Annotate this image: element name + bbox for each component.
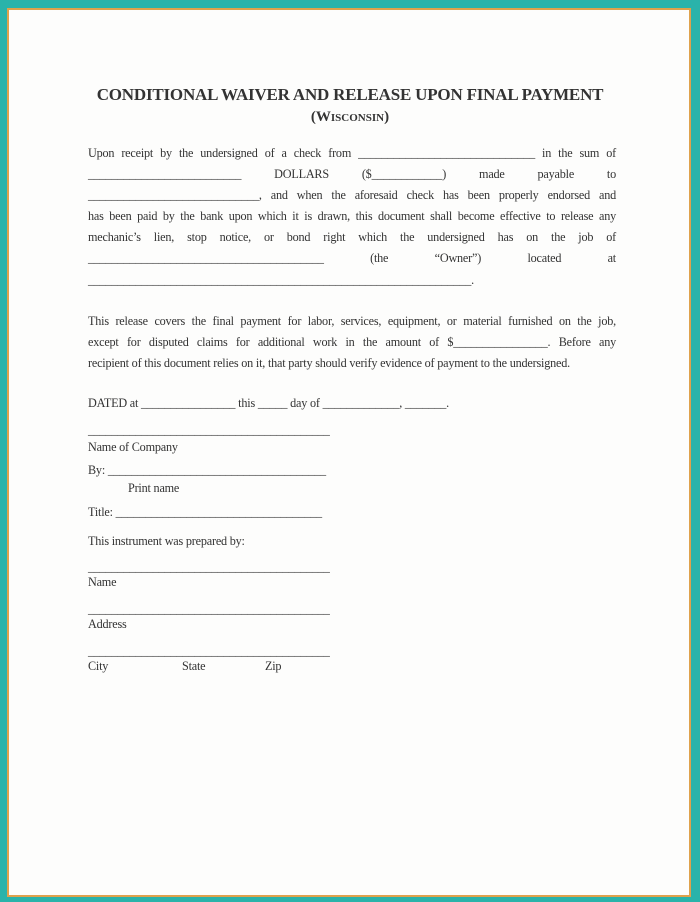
prepared-by-label: This instrument was prepared by: — [88, 534, 245, 548]
company-signature-line: _________________________________________ — [88, 423, 330, 437]
form-line: recipient of this document relies on it, that party should verify evidence of payment to the undersigned. — [88, 356, 570, 371]
page-subtitle: (Wisconsin) — [310, 109, 390, 125]
title-signature-line: Title: ___________________________________ — [88, 505, 322, 519]
preparer-city-line: _________________________________________ — [88, 644, 330, 658]
form-line: except for disputed claims for additional work in the amount of $________________. Before any — [88, 335, 616, 350]
state-label: State — [182, 659, 206, 673]
form-line: _____________________________, and when the aforesaid check has been properly endorsed and — [88, 188, 616, 203]
zip-label: Zip — [265, 659, 282, 673]
form-line: has been paid by the bank upon which it is drawn, this document shall become effective to release any — [88, 209, 616, 224]
form-line: _________________________________________________________________. — [88, 272, 474, 287]
form-line: ________________________________________ (the “Owner”) located at — [88, 251, 616, 266]
form-line: This release covers the final payment for labor, services, equipment, or material furnished on the job, — [88, 314, 616, 328]
dated-line: DATED at ________________ this _____ day of _____________, _______. — [88, 396, 450, 410]
page-title: CONDITIONAL WAIVER AND RELEASE UPON FINAL PAYMENT — [96, 85, 604, 104]
print-name-label: Print name — [128, 481, 180, 495]
city-label: City — [88, 659, 109, 673]
by-signature-line: By: _____________________________________ — [88, 463, 326, 477]
preparer-address-label: Address — [88, 617, 127, 631]
company-name-label: Name of Company — [88, 440, 178, 454]
form-line: __________________________ DOLLARS ($____________) made payable to — [88, 167, 616, 182]
preparer-address-line: _________________________________________ — [88, 602, 330, 616]
form-line: mechanic’s lien, stop notice, or bond right which the undersigned has on the job of — [88, 230, 616, 245]
form-page — [7, 8, 691, 897]
preparer-name-label: Name — [88, 575, 117, 589]
form-line: Upon receipt by the undersigned of a check from ______________________________ in the sum of — [88, 146, 616, 160]
preparer-name-line: _________________________________________ — [88, 560, 330, 574]
